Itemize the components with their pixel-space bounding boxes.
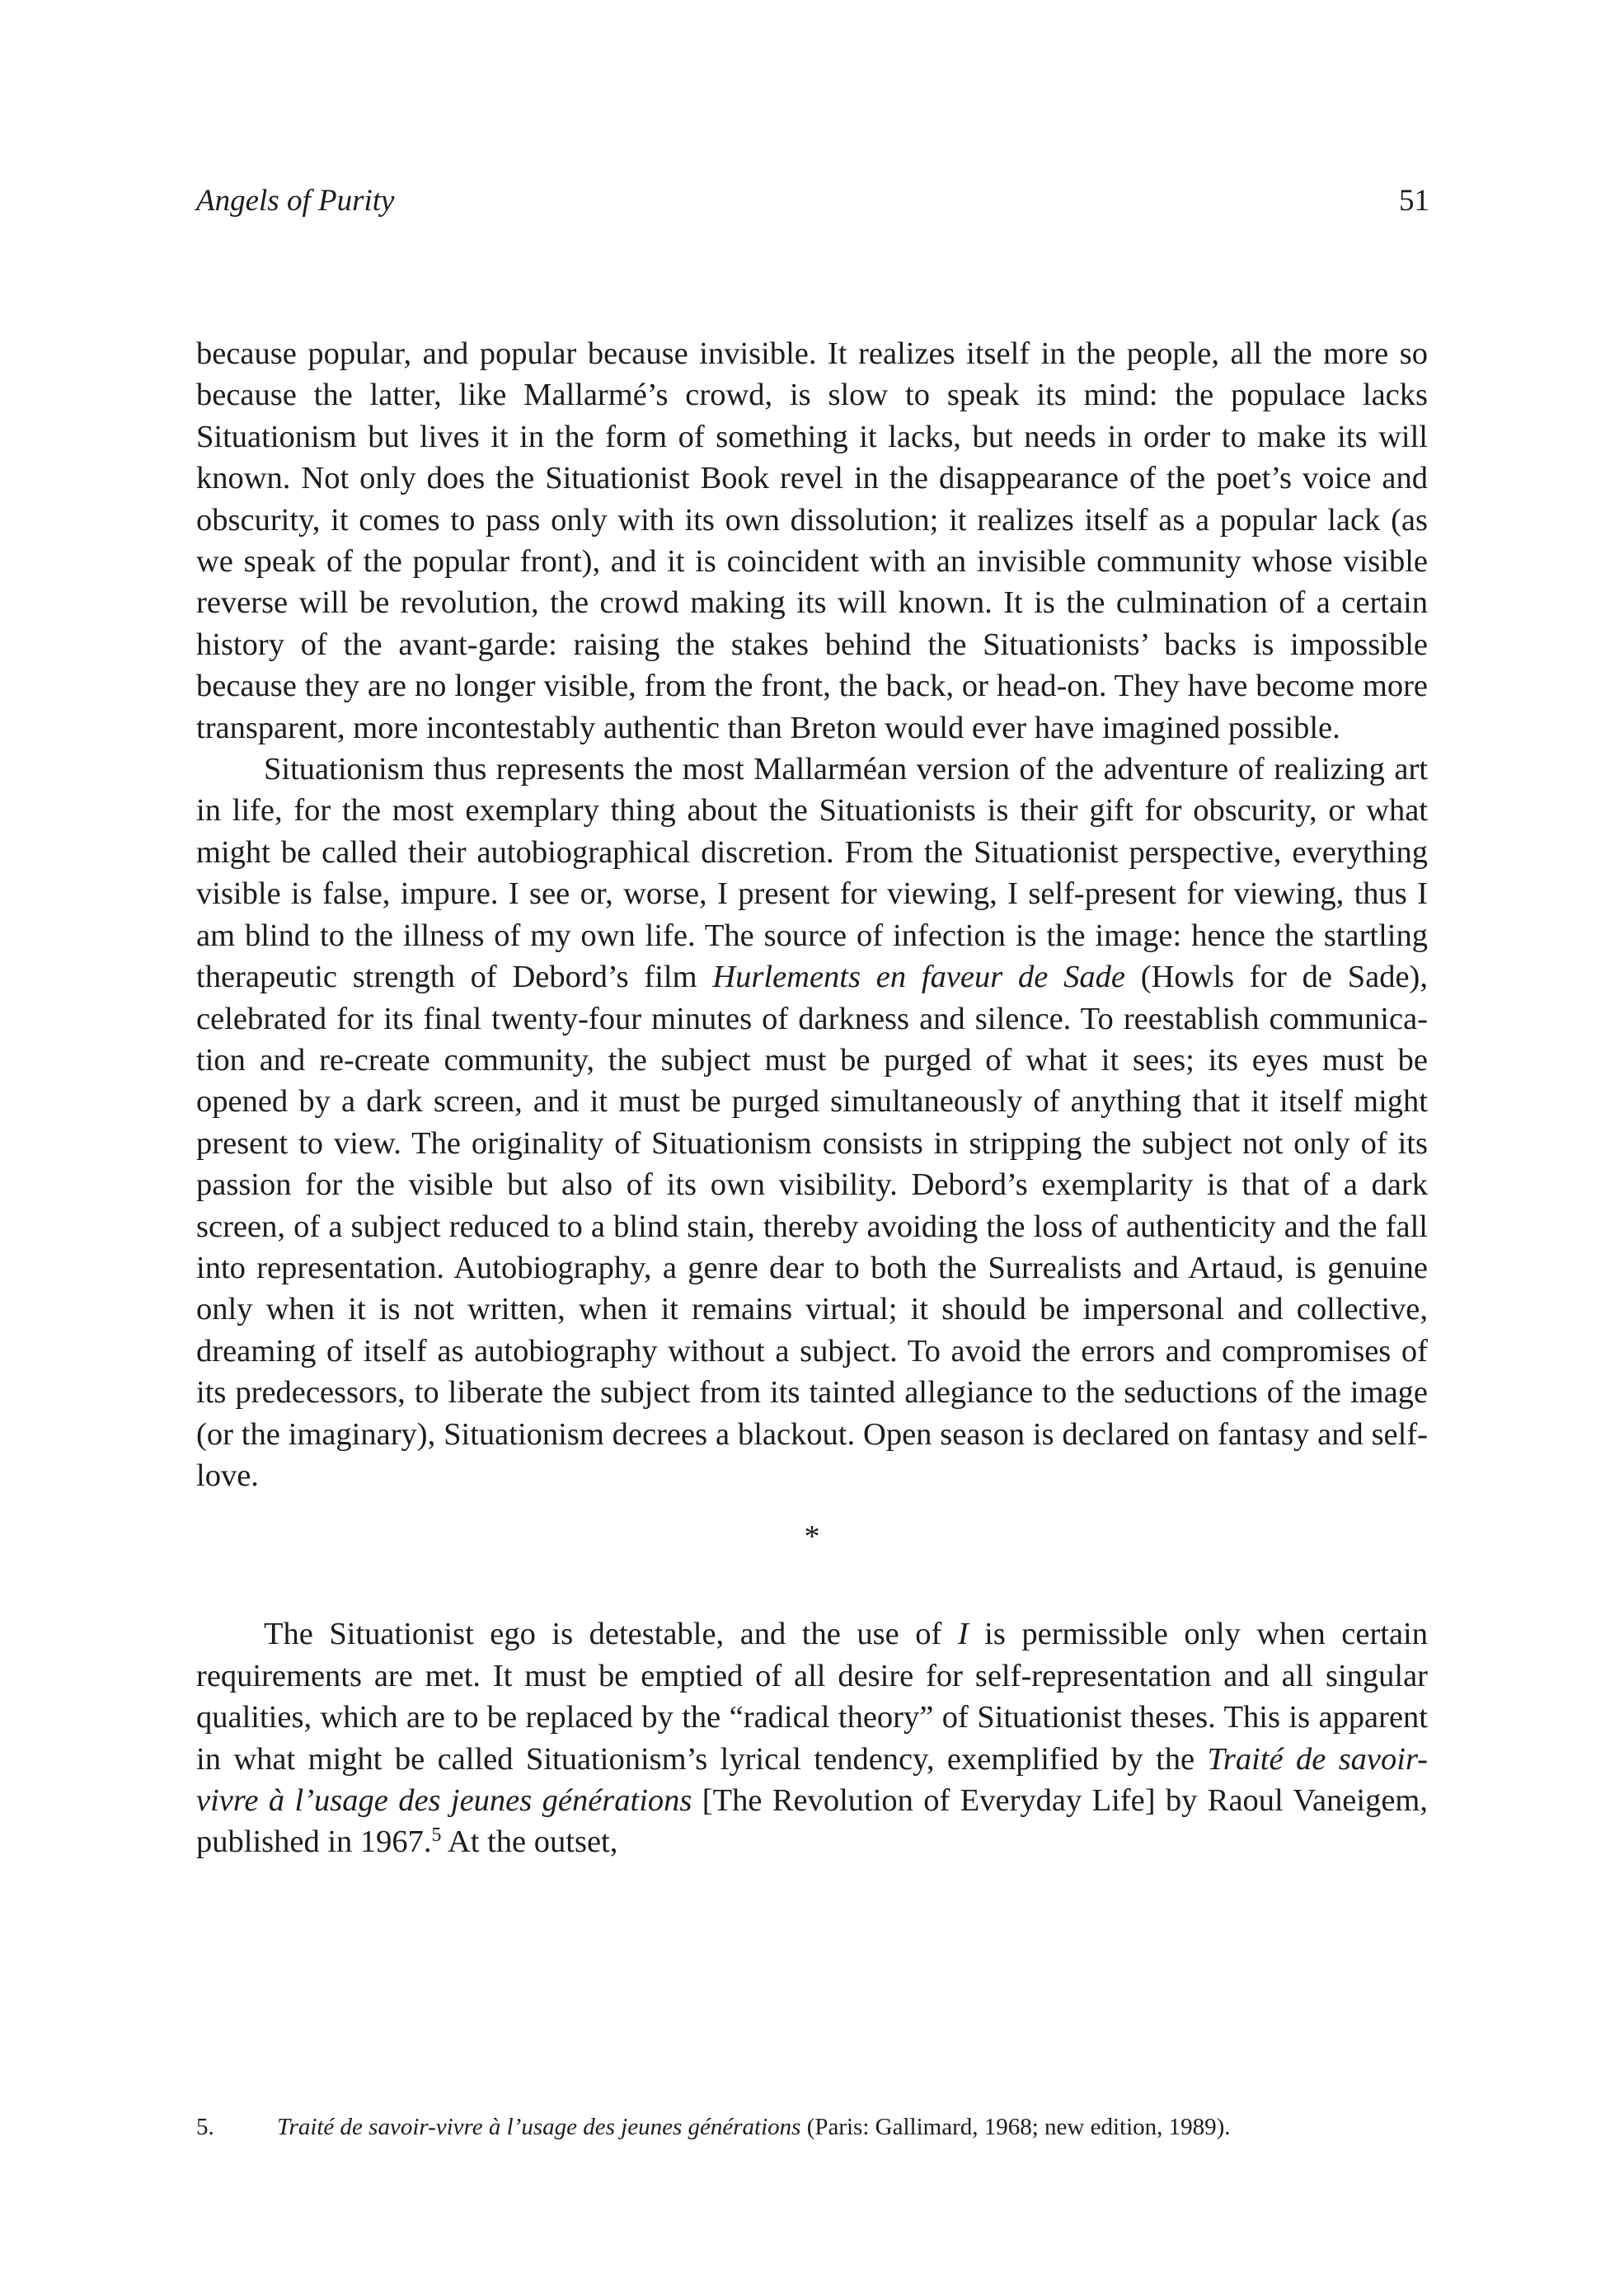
italic-pronoun: I xyxy=(957,1617,969,1652)
running-title: Angels of Purity xyxy=(196,184,395,218)
paragraph-continued: because popular, and popular because invisible. It realizes itself in the people, all the more so because the latter, like Mallarmé’s crowd, is slow to speak its mind: the populace lacks Situationism but lives it in the form of something it lacks, but needs in order to make its will known. Not only does the Situationist Book revel in the disappearance of the poet’s voice and obscurity, it comes to pass only with its own dissolution; it realizes itself as a popular lack (as we speak of the popular front), and it is coincident with an invisible community whose visible reverse will be revolution, the crowd making its will known. It is the culmination of a certain history of the avant-garde: raising the stakes behind the Situationists’ backs is impossible because they are no longer visible, from the front, the back, or head-on. They have become more transparent, more incontestably authentic than Breton would ever have imagined possible. xyxy=(196,336,1428,745)
section-break-asterisk: * xyxy=(804,1519,820,1555)
paragraph-text: (Howls for de Sade), celebrated for its final twenty-four minutes of darkness and silence. To reestablish communication and re-create community, the subject must be purged of what it sees; its eyes must be opened by a dark screen, and it must be purged simultaneously of anything that it itself might present to view. The originality of Situationism consists in stripping the subject not only of its passion for the visible but also of its own visibility. Debord’s exemplarity is that of a dark screen, of a subject reduced to a blind stain, thereby avoiding the loss of authenticity and the fall into representation. Autobiography, a genre dear to both the Surrealists and Artaud, is genuine only when it is not written, when it remains virtual; it should be impersonal and collective, dreaming of itself as autobiography without a subject. To avoid the errors and compromises of its predecessors, to liberate the subject from its tainted allegiance to the seductions of the image (or the imaginary), Situationism decrees a blackout. Open season is declared on fantasy and self-love. xyxy=(196,960,1429,1493)
paragraph-situationist-ego xyxy=(196,1613,1428,1862)
film-title: Hurlements en faveur de Sade xyxy=(712,960,1125,995)
body-text xyxy=(196,333,1428,1863)
paragraph-text: The Situationist ego is detestable, and the use of xyxy=(264,1617,958,1652)
paragraph-text: At the outset, xyxy=(441,1824,618,1860)
footnote-citation: (Paris: Gallimard, 1968; new edition, 1989). xyxy=(800,2114,1231,2140)
book-title: Traité de savoir-vivre à l’usage des jeunes générations xyxy=(196,1741,1429,1818)
footnote-number: 5. xyxy=(196,2114,214,2140)
paragraph-text: is permissible only when certain requirements are met. It must be emptied of all desire for self-representation and all singular qualities, which are to be replaced by the “radical theory” of Situationist theses. This is apparent in what might be called Situationism’s lyrical tendency, exemplified by the xyxy=(196,1617,1428,1777)
footnote-reference[interactable]: 5 xyxy=(431,1824,442,1847)
paragraph-text: [The Revolution of Everyday Life] by Raoul Vaneigem, published in 1967. xyxy=(196,1783,1428,1860)
footnote-book-title: Traité de savoir-vivre à l’usage des jeunes générations xyxy=(277,2114,801,2140)
page-number: 51 xyxy=(1399,184,1429,218)
paragraph-text: Situationism thus represents the most Mallarméan version of the adventure of realizing art in life, for the most exemplary thing about the Situationists is their gift for obscurity, or what might be called their autobiographical discretion. From the Situationist perspective, everything visible is false, impure. I see or, worse, I present for viewing, I self-present for viewing, thus I am blind to the illness of my own life. The source of infection is the image: hence the startling therapeutic strength of Debord’s film xyxy=(196,752,1428,995)
running-head xyxy=(196,183,1429,224)
footnote xyxy=(196,2111,1428,2143)
paragraph-situationism xyxy=(196,749,1428,1496)
